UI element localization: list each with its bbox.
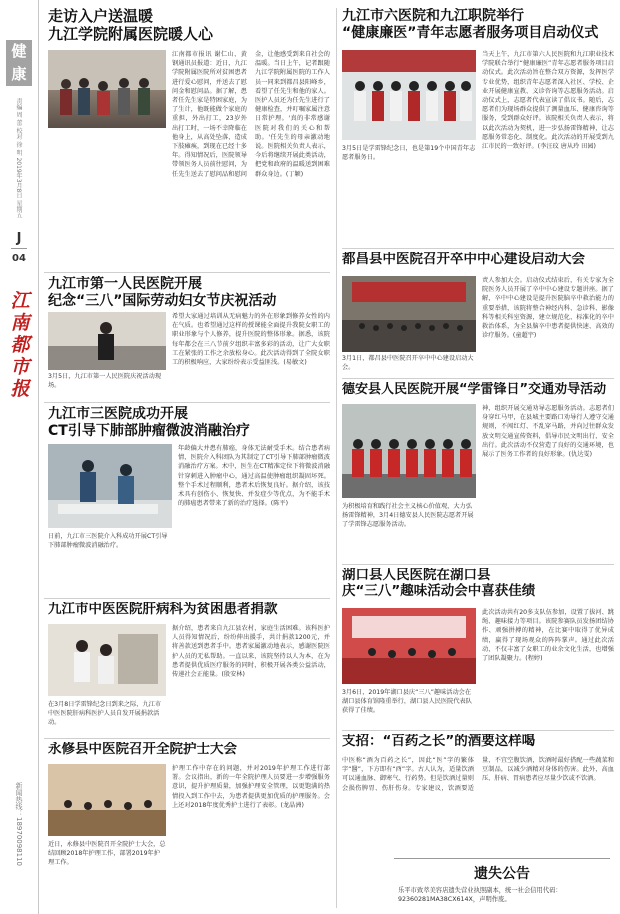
article-1 [44, 8, 330, 270]
article-photo [48, 624, 166, 696]
masthead-logo: 江南都市报 [10, 290, 30, 400]
article-body: 此次活动共有20多支队伍参加，设置了拔河、跳绳、趣味接力等项目。该院参赛队员发扬团结协作、顽强拼搏的精神，在比赛中取得了优异成绩，赢得了现场观众的阵阵掌声。通过此次活动，不仅丰富了女职工的业余文化生活，也增强了团队凝聚力。(程婷) [482, 609, 614, 663]
column-divider [336, 8, 337, 908]
photo-caption: 近日，永修县中医院召开全院护士大会，总结回顾2018年护理工作，部署2019年护理工作。 [48, 841, 166, 866]
article-photo [342, 276, 476, 352]
photo-caption: 为积极培育和践行社会主义核心价值观，大力弘扬雷锋精神，3月4日德安县人民医院志愿者开展了学雷锋志愿服务活动。 [342, 503, 474, 528]
photo-caption: 3月5日，九江市第一人民医院庆祝活动现场。 [48, 373, 162, 389]
article-body: 年龄偏大并患有肺癌，身体无法耐受手术。结合患者病情，医院介入科团队为其制定了CT引导下肺部肿瘤微波消融治疗方案。术中，医生在CT精准定位下将微波消融针穿刺进入肿瘤中心，通过高温使肿瘤组织凝固坏死。整个手术过程顺利，患者术后恢复良好。据介绍，该技术具有创伤小、恢复快、并发症少等优点，为不能手术的肺癌患者带来了新的治疗选择。(陈平) [178, 445, 330, 508]
section-tag: 健康 [6, 40, 32, 86]
article-10 [342, 734, 614, 854]
article-6 [342, 8, 614, 246]
article-body: 希望大家通过培训从无病魅力的外在形象到修养女性的内在气质。也希望通过这样的授课能全面提升我院女职工的职业形象与个人修养，提升医院的整体形象。据悉，该院每年都会在三八节前夕组织丰富多彩的活动，让广大女职工在紧张的工作之余放松身心。此次活动得到了全院女职工的积极响应，大家纷纷表示受益匪浅。(易敏文) [172, 313, 330, 367]
article-body: 神，组织开展交通劝导志愿服务活动。志愿者们身穿红马甲，在县城主要路口劝导行人遵守交通规则，不闯红灯、不乱穿马路，并向过往群众发放文明交通宣传资料，倡导市民文明出行、安全出行。此次活动不仅营造了良好的交通环境，也展示了医务工作者的良好形象。(仇达雯) [482, 405, 614, 459]
article-9 [342, 568, 614, 728]
notice-body: 乐平市致萃美容店遗失营业执照副本，统一社会信用代码：92360281MA38CX614X，声明作废。 [398, 887, 562, 903]
article-headline: 九江市三医院成功开展 CT引导下肺部肿瘤微波消融治疗 [48, 406, 250, 439]
article-headline: 都昌县中医院召开卒中中心建设启动大会 [342, 252, 585, 267]
article-headline: 走访入户送温暖 九江学院附属医院暖人心 [48, 8, 214, 43]
article-headline: 九江市第一人民医院开展 纪念“三八”国际劳动妇女节庆祝活动 [48, 276, 277, 309]
notice-title: 遗失公告 [474, 866, 530, 882]
photo-caption: 3月1日，都昌县中医院召开卒中中心建设启动大会。 [342, 355, 474, 371]
article-2 [44, 276, 330, 400]
article-photo [342, 608, 476, 684]
article-photo [48, 50, 166, 128]
article-headline: 支招：“百药之长”的酒要这样喝 [342, 734, 536, 749]
article-headline: 九江市六医院和九江职院举行 “健康廉医”青年志愿者服务项目启动仪式 [342, 8, 599, 41]
article-headline: 永修县中医院召开全院护士大会 [48, 742, 237, 757]
article-photo [48, 764, 166, 836]
article-photo [342, 50, 476, 140]
lost-notice [394, 858, 610, 909]
issue-date: 责编 周 蕾 校对 徐 明 2019年3月8日 星期五 [15, 98, 22, 219]
article-body: 护理工作中存在的问题，并对2019年护理工作进行部署。会议指出，新的一年全院护理人员要进一步增强服务意识，提升护理质量，加强护理安全管理，以更饱满的热情投入到工作中去，为患者提供更加优质的护理服务。会上还对2018年度优秀护士进行了表彰。(龙晶洲) [172, 765, 330, 809]
article-5 [44, 742, 330, 908]
article-body: 据介绍，患者来自九江县农村，家庭生活困难。该科医护人员得知情况后，纷纷伸出援手，共计捐款1200元，并将善款送到患者手中。患者家属激动地表示，感谢医院医护人员的无私帮助。一直以来，该院坚持以人为本，在为患者提供优质医疗服务的同时，积极开展各类公益活动，传递社会正能量。(殷安林) [172, 625, 330, 679]
article-8 [342, 382, 614, 562]
article-4 [44, 602, 330, 736]
photo-caption: 在3月8日学雷锋纪念日到来之际，九江市中医医院肝病科医护人员自发开展捐款活动。 [48, 701, 162, 726]
article-headline: 九江市中医医院肝病科为贫困患者捐款 [48, 602, 278, 617]
page-letter: J [16, 231, 22, 246]
photo-caption: 3月6日，2019年湖口县庆“三八”趣味活动会在湖口县体育馆隆重举行，湖口县人民医院代表队获得了佳绩。 [342, 689, 472, 714]
article-body: 责人参加大会。启动仪式结束后，有关专家为全院医务人员开展了卒中中心建设专题讲座。据了解，卒中中心建设是提升医院脑卒中救治能力的重要举措，该院将整合神经内科、急诊科、影像科等相关科室资源，建立规范化、标准化的卒中救治体系，为全县脑卒中患者提供快速、高效的诊疗服务。(童超宇) [482, 277, 614, 340]
photo-caption: 日前，九江市三医院介入科成功开展CT引导下肺部肿瘤微波消融治疗。 [48, 533, 168, 549]
news-hotline: 新闻热线：18970098110 [15, 782, 23, 866]
article-body: 江南都市报讯 谢仁山、黄钢通讯员报道：近日，九江学院附属医院所对贫困患者进行爱心慰问，并送去了慰问金和慰问品。据了解，患者任先生家是特困家庭，为了生计，他既能做个家庭的重担，外出打工，23岁外出打工时，一场不幸降临在他身上，从高处坠落，造成下肢瘫痪，到现在已经十多年。得知情况后，医院领导带领医务人员前往慰问，为任先生送去了慰问品和慰问金，让他感受到来自社会的温暖。当日上午，记者跟随九江学院附属医院的工作人员一同来到都昌县阳峰乡，看望了任先生和他的家人。医护人员还为任先生进行了健康检查，并叮嘱家属注意日常护理。'真的非常感谢医院对我们的关心和帮助。'任先生的母亲激动地说。医院相关负责人表示，今后将继续开展此类活动，把党和政府的温暖送到困难群众身边。(丁颖) [172, 51, 330, 178]
article-photo [48, 444, 172, 528]
page-num: 04 [12, 253, 26, 264]
article-7 [342, 252, 614, 376]
page-sidebar [0, 0, 39, 914]
article-body: 中医称“酒为百药之长”，因此“医”字的繁体字“醫”，下方即有“酉”字。古人认为，适量饮酒可以通血脉、御寒气、行药势。但是饮酒过量则会损伤脾胃、伤肝伤身。专家建议，饮酒要适量，不宜空腹饮酒，饮酒时最好搭配一些蔬菜和豆制品，以减少酒精对身体的伤害。此外，高血压、肝病、胃病患者应尽量少饮或不饮酒。 [342, 757, 614, 792]
article-headline: 湖口县人民医院在湖口县 庆“三八”趣味活动会中喜获佳绩 [342, 568, 536, 599]
article-photo [48, 312, 166, 370]
article-photo [342, 404, 476, 498]
page-number [6, 232, 32, 266]
article-headline: 德安县人民医院开展“学雷锋日”交通劝导活动 [342, 382, 607, 397]
photo-caption: 3月5日是学雷锋纪念日，也是第19个中国青年志愿者服务日。 [342, 145, 476, 161]
article-3 [44, 406, 330, 596]
article-body: 当天上午，九江市第六人民医院和九江职业技术学院联合举行“健康廉医”青年志愿者服务项目启动仪式。此次活动旨在整合双方资源，发挥医学专业优势，组织青年志愿者深入社区、学校、企业开展健康宣教、义诊咨询等志愿服务活动。启动仪式上，志愿者代表宣读了倡议书。随后，志愿者们为现场群众提供了测量血压、健康咨询等服务，受到群众好评。该院相关负责人表示，将以此次活动为契机，进一步弘扬雷锋精神，让志愿服务常态化、制度化。此次活动的开展受到九江市民的一致好评。(李汪玟 唐从玲 田园) [482, 51, 614, 151]
